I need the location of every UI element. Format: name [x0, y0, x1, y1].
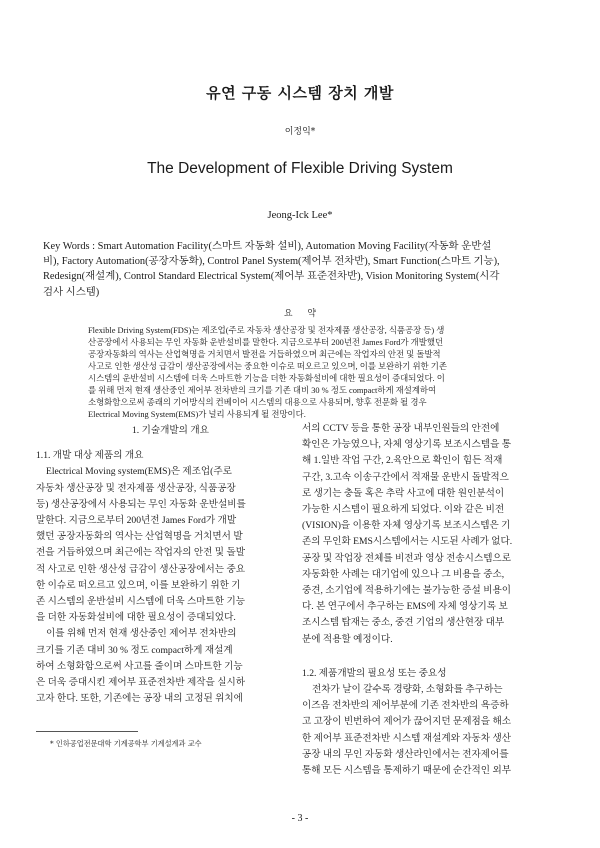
- body-line: 구간, 3.고속 이송구간에서 적재물 운반시 돌발적으: [302, 471, 509, 483]
- body-line: 전을 거듭하였으며 최근에는 작업자의 안전 및 돌발: [36, 547, 246, 559]
- body-line: 자동차 생산공장 및 전자제품 생산공장, 식품공장: [36, 482, 236, 494]
- body-line: 존의 무인화 EMS시스템에서는 시도된 사례가 없다.: [302, 536, 513, 548]
- body-line: 이즈음 전차반의 제어부분에 기존 전차반의 욕증하: [302, 700, 509, 712]
- body-line: 이를 위해 먼저 현재 생산중인 제어부 전차반의: [46, 628, 237, 640]
- body-line: 통해 모든 시스템을 통제하기 때문에 순간적인 외부: [302, 765, 512, 777]
- body-line: Electrical Moving system(EMS)은 제조업(주로: [46, 466, 232, 478]
- body-column-left: [36, 423, 298, 707]
- body-line: 고자 한다. 또한, 기존에는 공장 내의 고정된 위치에: [36, 693, 243, 705]
- section-heading: 1. 기술개발의 개요: [132, 425, 209, 436]
- body-line: 을 더한 자동화설비에 대한 필요성이 증대되었다.: [36, 612, 236, 624]
- body-line: 중견, 소기업에 적용하기에는 불가능한 증설 비용이: [302, 585, 512, 597]
- body-line: 다. 본 연구에서 추구하는 EMS에 자체 영상기록 보: [302, 601, 508, 613]
- body-line: 말한다. 지금으로부터 200년전 James Ford가 개발: [36, 515, 237, 527]
- body-line: 확인은 가능였으나, 자체 영상기록 보조시스템을 통: [302, 439, 512, 451]
- abstract-line: Electrical Moving System(EMS)가 널리 사용되게 될 전망이다.: [88, 410, 306, 419]
- abstract-line: 공장자동화의 역사는 산업혁명을 거치면서 발전을 거듭하였으며 최근에는 작업자의 안전 및 돌발적: [88, 350, 441, 359]
- body-line: 했던 공장자동화의 역사는 산업혁명을 거치면서 발: [36, 531, 243, 543]
- body-line: 로 생기는 충돌 혹은 추락 사고에 대한 원인분석이: [302, 487, 505, 499]
- body-line: 서의 CCTV 등을 통한 공장 내부인원들의 안전에: [302, 423, 500, 434]
- body-line: 분에 적용할 예정이다.: [302, 633, 393, 645]
- abstract-heading: 요 약: [283, 309, 317, 319]
- body-line: 해 1.일반 작업 구간, 2.육안으로 확인이 힘든 적재: [302, 455, 503, 467]
- body-line: 한 이슈로 떠오르고 있으며, 이를 보완하기 위한 기: [36, 579, 241, 591]
- body-column-right: [302, 421, 568, 779]
- abstract-line: 사고로 인한 생산성 급감이 생산공장에서는 중요한 이슈로 떠오르고 있으며, 이를 보완하기 위한 기존: [88, 362, 447, 371]
- body-line: 공장 내의 무인 자동화 생산라인에서는 전자제어를: [302, 748, 509, 760]
- body-line: 자동화한 사례는 대기업에 있으나 그 비용을 중소,: [302, 568, 505, 580]
- author-english: Jeong-Ick Lee*: [267, 210, 333, 221]
- page-number: - 3 -: [291, 813, 309, 824]
- keywords-line: 비), Factory Automation(공장자동화), Control Panel System(제어부 전차반), Smart Function(스마트 기능),: [43, 256, 500, 268]
- abstract-line: 산공장에서 사용되는 무인 자동화 운반설비를 말한다. 지금으로부터 200년전 James Ford가 개발했던: [88, 338, 444, 347]
- footnote: * 인하공업전문대학 기계공학부 기계설계과 교수: [50, 739, 202, 748]
- body-line: 한 제어부 표준전차반 시스템 재설계와 자동차 생산: [302, 732, 512, 744]
- subsection-heading: 1.2. 제품개발의 필요성 또는 중요성: [302, 667, 447, 679]
- body-line: 고 고장이 빈번하여 제어가 끊어지던 문제점을 해소: [302, 716, 512, 728]
- subsection-heading: 1.1. 개발 대상 제품의 개요: [36, 450, 144, 462]
- body-line: 전차가 날이 갈수록 경량화, 소형화를 추구하는: [312, 684, 503, 696]
- keywords-block: [43, 239, 567, 300]
- body-line: 가능한 시스템이 필요하게 되었다. 이와 같은 비전: [302, 504, 505, 516]
- body-line: 적 사고로 인한 생산성 급감이 생산공장에서는 중요: [36, 563, 246, 575]
- body-line: 크기를 기존 대비 30 % 정도 compact하게 재설계: [36, 644, 233, 656]
- keywords-line: 검사 시스템): [43, 286, 100, 298]
- title-english: The Development of Flexible Driving System: [147, 160, 453, 177]
- abstract-line: 를 위해 먼저 현재 생산중인 제어부 전차반의 크기를 기존 대비 30 % 정도 compact하게 재설계하여: [88, 386, 437, 395]
- abstract-line: Flexible Driving System(FDS)는 제조업(주로 자동차 생산공장 및 전자제품 생산공장, 식품공장 등) 생: [88, 326, 445, 335]
- body-line: 존 시스템의 운반설비 시스템에 더욱 스마트한 기능: [36, 596, 246, 608]
- body-line: 하여 소형화함으로써 사고를 줄이며 스마트한 기능: [36, 660, 243, 672]
- body-line: 공장 및 작업장 전체를 비전과 영상 전송시스템으로: [302, 552, 512, 564]
- keywords-line: Redesign(재설계), Control Standard Electrical System(제어부 표준전차반), Vision Monitoring System(시각: [43, 271, 500, 283]
- keywords-line: Key Words : Smart Automation Facility(스마트 자동화 설비), Automation Moving Facility(자동화 운반설: [43, 241, 492, 252]
- title-korean: 유연 구동 시스템 장치 개발: [206, 84, 394, 102]
- abstract-line: 시스템의 운반설비 시스템에 더욱 스마트한 기능을 더한 자동화설비에 대한 필요성이 증대되었다. 이: [88, 374, 445, 383]
- author-korean: 이정익*: [284, 127, 316, 137]
- body-line: 은 더욱 증대시킨 제어부 표준전차반 제작을 실시하: [36, 677, 246, 689]
- footnote-divider: [36, 731, 138, 732]
- body-line: (VISION)을 이용한 자체 영상기록 보조시스템은 기: [302, 520, 511, 532]
- body-line: 조시스템 탑재는 중소, 중견 기업의 생산현장 대부: [302, 617, 505, 629]
- abstract-block: [88, 325, 520, 421]
- abstract-line: 소형화함으로써 종래의 기어방식의 컨베이어 시스템의 대용으로 사용되며, 향후 전문화 될 경우: [88, 398, 427, 407]
- body-line: 등) 생산공장에서 사용되는 무인 자동화 운반설비를: [36, 498, 246, 510]
